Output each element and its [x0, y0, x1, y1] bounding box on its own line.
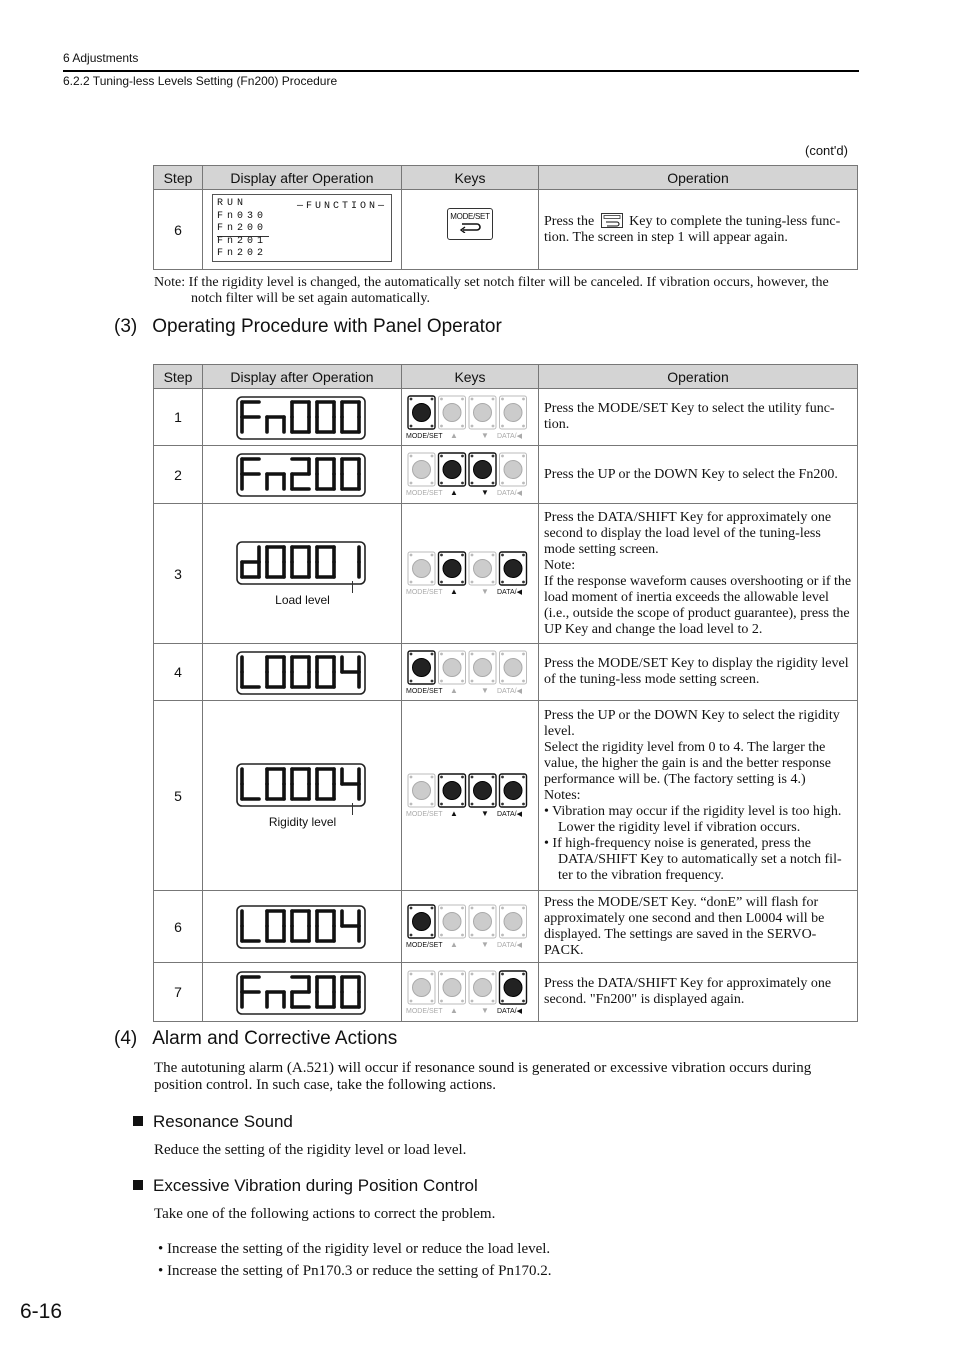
down-key[interactable]	[469, 552, 496, 585]
key-label: ▲	[450, 1006, 458, 1015]
panel-keys-diagram	[406, 773, 534, 819]
data-shift-key[interactable]	[500, 774, 527, 807]
lcd-line-selected: Fn200	[217, 223, 269, 237]
operation-line: Press the DATA/SHIFT Key for approximately one second to display the load level of the tuning-less mode setting screen.	[544, 509, 832, 557]
seven-segment-display	[236, 396, 366, 440]
label-leader-line	[352, 581, 353, 593]
seven-segment-display	[236, 763, 366, 807]
seven-segment-display	[236, 905, 366, 949]
table-row	[154, 190, 858, 270]
operation-line: Press the DATA/SHIFT Key for approximately one second. "Fn200" is displayed again.	[544, 976, 832, 1007]
display-cell	[203, 504, 402, 644]
operation-line: Press the MODE/SET Key to display the rigidity level of the tuning-less mode setting screen.	[544, 656, 849, 687]
down-key[interactable]	[469, 396, 496, 429]
down-key[interactable]	[469, 774, 496, 807]
operation-cell	[539, 963, 858, 1022]
display-cell	[203, 963, 402, 1022]
seven-segment-display	[236, 453, 366, 497]
display-cell	[203, 891, 402, 963]
procedure-table-1	[153, 165, 858, 270]
data-shift-key[interactable]	[500, 396, 527, 429]
col-display: Display after Operation	[203, 365, 402, 389]
data-shift-key[interactable]	[500, 971, 527, 1004]
step-number: 6	[154, 190, 203, 270]
label-leader-line	[352, 803, 353, 815]
step-number: 6	[154, 891, 203, 963]
key-label: MODE/SET	[406, 1008, 443, 1015]
mode-set-key-label: MODE/SET	[450, 212, 490, 221]
step-number: 3	[154, 504, 203, 644]
key-label: ▼	[481, 809, 489, 818]
panel-keys-diagram	[406, 904, 534, 950]
mode-set-key[interactable]	[408, 552, 435, 585]
key-label: MODE/SET	[406, 589, 443, 596]
data-shift-key[interactable]	[500, 651, 527, 684]
key-label: MODE/SET	[406, 811, 443, 818]
lcd-line: Fn202	[217, 248, 268, 259]
up-key[interactable]	[439, 774, 466, 807]
vibration-text: Take one of the following actions to correct the problem.	[154, 1206, 496, 1222]
operation-line: Press the MODE/SET Key to select the utility func-tion.	[544, 401, 835, 432]
keys-cell	[402, 963, 539, 1022]
table-row	[154, 504, 858, 644]
mode-set-key[interactable]	[447, 208, 493, 240]
down-key[interactable]	[469, 971, 496, 1004]
mode-set-key[interactable]	[408, 905, 435, 938]
square-bullet-icon	[133, 1116, 143, 1126]
lcd-run: RUN	[217, 198, 248, 209]
mode-set-key[interactable]	[408, 651, 435, 684]
key-label: DATA/◀	[497, 433, 522, 440]
up-key[interactable]	[439, 651, 466, 684]
col-operation: Operation	[539, 166, 858, 190]
up-key[interactable]	[439, 396, 466, 429]
operation-cell	[539, 389, 858, 446]
col-display: Display after Operation	[203, 166, 402, 190]
display-cell	[203, 389, 402, 446]
col-keys: Keys	[402, 365, 539, 389]
section-4-heading: (4) Alarm and Corrective Actions	[114, 1028, 398, 1049]
display-cell	[203, 446, 402, 504]
step-number: 4	[154, 644, 203, 701]
section-header: 6.2.2 Tuning-less Levels Setting (Fn200) Procedure	[63, 74, 338, 88]
down-key[interactable]	[469, 651, 496, 684]
col-step: Step	[154, 365, 203, 389]
key-label: ▲	[450, 488, 458, 497]
table-row	[154, 891, 858, 963]
key-label: ▼	[481, 587, 489, 596]
operation-cell	[539, 644, 858, 701]
procedure-table-2	[153, 364, 858, 1022]
step-number: 2	[154, 446, 203, 504]
down-key[interactable]	[469, 905, 496, 938]
table-row	[154, 644, 858, 701]
operation-cell	[539, 504, 858, 644]
note: Note: If the rigidity level is changed, the automatically set notch filter will be canceled. If vibration occurs, however, the notch filter will be set again automatically.	[154, 275, 829, 306]
list-item: • Increase the setting of Pn170.3 or reduce the setting of Pn170.2.	[158, 1263, 552, 1279]
mode-set-key[interactable]	[408, 396, 435, 429]
step-number: 5	[154, 701, 203, 891]
panel-keys-diagram	[406, 970, 534, 1016]
col-operation: Operation	[539, 365, 858, 389]
key-label: MODE/SET	[406, 490, 443, 497]
display-cell	[203, 701, 402, 891]
keys-cell	[402, 389, 539, 446]
key-label: MODE/SET	[406, 433, 443, 440]
keys-cell	[402, 446, 539, 504]
keys-cell	[402, 891, 539, 963]
operation-cell	[539, 701, 858, 891]
operation-line: Press the MODE/SET Key. “donE” will flash for approximately one second and then L0004 will be displayed. The settings are saved in the SERVO-PACK.	[544, 894, 825, 958]
step-number: 1	[154, 389, 203, 446]
seven-segment-display	[236, 541, 366, 585]
header-rule	[63, 70, 859, 72]
down-key[interactable]	[469, 453, 496, 486]
key-label: ▼	[481, 488, 489, 497]
mode-set-key[interactable]	[408, 453, 435, 486]
section-4-intro: The autotuning alarm (A.521) will occur if resonance sound is generated or excessive vibration occurs during position control. In such case, take the following actions.	[154, 1060, 812, 1093]
key-label: ▲	[450, 587, 458, 596]
data-shift-key[interactable]	[500, 905, 527, 938]
operation-line: Press the UP or the DOWN Key to select the Fn200.	[544, 466, 838, 482]
operation-line: Notes:	[544, 787, 581, 803]
table-row	[154, 963, 858, 1022]
display-label: Rigidity level	[268, 815, 337, 829]
operation-cell	[539, 891, 858, 963]
key-label: ▼	[481, 686, 489, 695]
return-arrow-icon	[448, 221, 492, 235]
keys-cell	[402, 644, 539, 701]
operation-line: Press the UP or the DOWN Key to select the rigidity level.	[544, 707, 840, 739]
mode-set-key[interactable]	[408, 971, 435, 1004]
chapter-header: 6 Adjustments	[63, 51, 139, 65]
panel-keys-diagram	[406, 650, 534, 696]
key-label: DATA/◀	[497, 688, 522, 695]
display-cell	[203, 644, 402, 701]
lcd-function: —FUNCTION—	[296, 201, 387, 212]
table-row	[154, 446, 858, 504]
key-label: ▲	[450, 686, 458, 695]
seven-segment-display	[236, 651, 366, 695]
lcd-line: Fn030	[217, 210, 268, 222]
operation-line: If the response waveform causes overshooting or if the load moment of inertia exceeds the allowable level (i.e., outside the scope of product guarantee), press the UP Key and change the load level to 2.	[544, 573, 852, 637]
key-label: ▲	[450, 940, 458, 949]
panel-keys-diagram	[406, 551, 534, 597]
lcd-line: Fn201	[217, 235, 268, 247]
page-number: 6-16	[20, 1300, 63, 1323]
section-3-heading: (3) Operating Procedure with Panel Operator	[114, 316, 502, 337]
key-label: ▼	[481, 940, 489, 949]
key-label: MODE/SET	[406, 942, 443, 949]
key-label: ▼	[481, 1006, 489, 1015]
up-key[interactable]	[439, 453, 466, 486]
seven-segment-display	[236, 971, 366, 1015]
key-label: ▲	[450, 431, 458, 440]
operation-line: Select the rigidity level from 0 to 4. The larger the value, the higher the gain is and the better response performance will be. (The factory setting is 4.)	[544, 739, 831, 787]
display-label: Load level	[275, 593, 330, 607]
mode-set-key[interactable]	[408, 774, 435, 807]
panel-keys-diagram	[406, 452, 534, 498]
subheading-resonance: Resonance Sound	[133, 1112, 293, 1132]
data-shift-key[interactable]	[500, 453, 527, 486]
operation-line: • Vibration may occur if the rigidity level is too high. Lower the rigidity level if vibration occurs.	[544, 803, 842, 835]
lcd-display-cell	[203, 190, 402, 270]
step-number: 7	[154, 963, 203, 1022]
col-step: Step	[154, 166, 203, 190]
col-keys: Keys	[402, 166, 539, 190]
key-label: MODE/SET	[406, 688, 443, 695]
resonance-text: Reduce the setting of the rigidity level or load level.	[154, 1142, 467, 1158]
list-item: • Increase the setting of the rigidity level or reduce the load level.	[158, 1241, 551, 1257]
operation-cell: Press the Key to complete the tuning-less func-tion. The screen in step 1 will appear again.	[539, 190, 858, 270]
table-row	[154, 701, 858, 891]
key-label: DATA/◀	[497, 1008, 522, 1015]
keys-cell	[402, 190, 539, 270]
up-key[interactable]	[439, 552, 466, 585]
panel-keys-diagram	[406, 395, 534, 441]
data-shift-key[interactable]	[500, 552, 527, 585]
key-label: DATA/◀	[497, 942, 522, 949]
up-key[interactable]	[439, 905, 466, 938]
operation-cell	[539, 446, 858, 504]
square-bullet-icon	[133, 1180, 143, 1190]
operation-line: • If high-frequency noise is generated, press the DATA/SHIFT Key to automatically set a notch fil-ter to the vibration frequency.	[544, 835, 842, 883]
contd-label: (cont'd)	[805, 143, 848, 158]
key-label: ▼	[481, 431, 489, 440]
keys-cell	[402, 701, 539, 891]
keys-cell	[402, 504, 539, 644]
operation-line: Note:	[544, 557, 576, 573]
mode-set-inline-icon	[601, 213, 623, 228]
key-label: DATA/◀	[497, 811, 522, 818]
up-key[interactable]	[439, 971, 466, 1004]
key-label: ▲	[450, 809, 458, 818]
key-label: DATA/◀	[497, 589, 522, 596]
key-label: DATA/◀	[497, 490, 522, 497]
lcd-screen	[212, 194, 392, 262]
table-row	[154, 389, 858, 446]
subheading-vibration: Excessive Vibration during Position Control	[133, 1176, 478, 1196]
